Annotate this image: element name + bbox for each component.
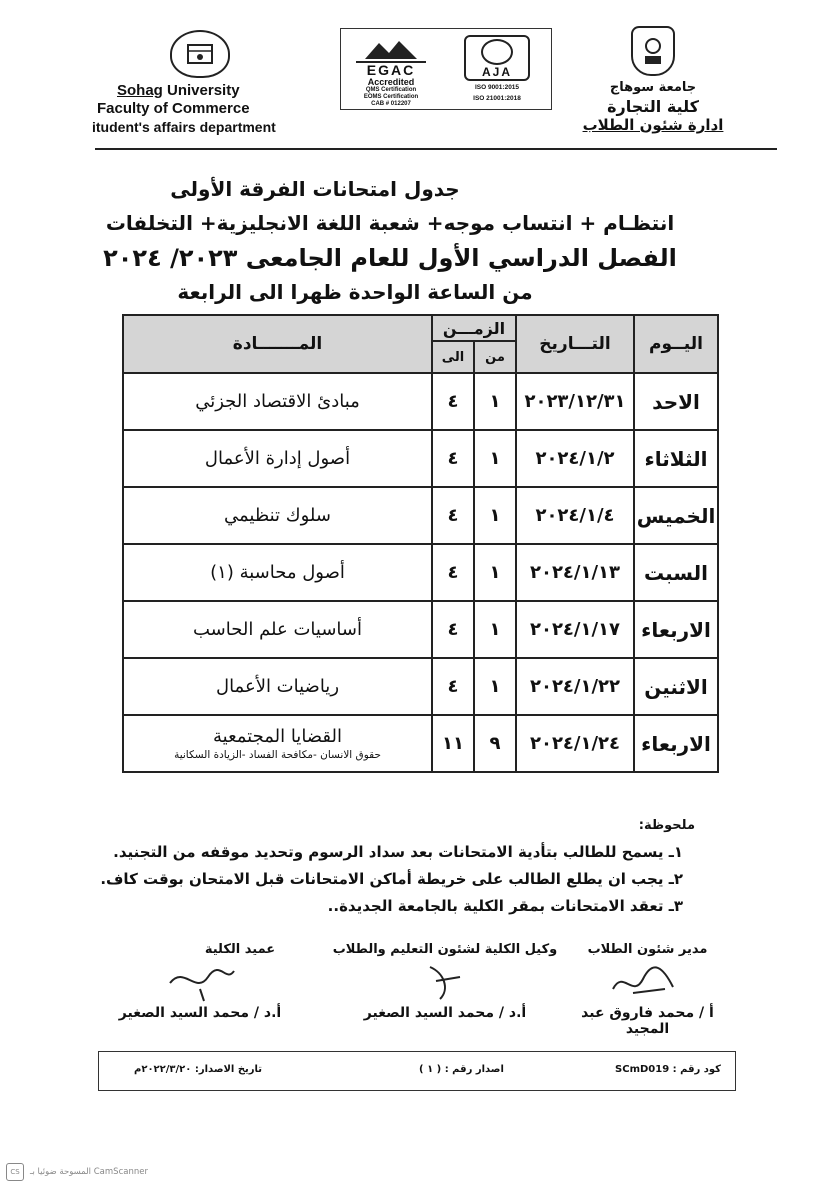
- signature-dean: عميد الكلية أ.د / محمد السيد الصغير: [100, 942, 300, 1021]
- schedule-title: جدول امتحانات الفرقة الأولى: [170, 177, 460, 201]
- table-row: [123, 373, 718, 430]
- handwritten-signature: [560, 957, 735, 1005]
- camscanner-icon: CS: [6, 1163, 24, 1181]
- cell-day: الاثنين: [634, 658, 718, 715]
- egac-certificate: EGAC Accredited QMS Certification EOMS Certification CAB # 012207: [347, 33, 435, 108]
- cell-subject: أصول إدارة الأعمال: [123, 430, 432, 487]
- subject-title: القضايا المجتمعية: [212, 725, 342, 747]
- signature-affairs-director: مدير شئون الطلاب أ / محمد فاروق عبد المجيد: [560, 942, 735, 1037]
- cell-day: الخميس: [634, 487, 718, 544]
- cell-date: ٢٠٢٤/١/٢: [516, 430, 634, 487]
- table-row: [123, 430, 718, 487]
- header-to: الى: [432, 341, 474, 373]
- cell-to: ٤: [432, 430, 474, 487]
- schedule-hours: من الساعة الواحدة ظهرا الى الرابعة: [177, 280, 533, 304]
- cell-from: ١: [474, 373, 516, 430]
- cell-day: الثلاثاء: [634, 430, 718, 487]
- issue-number: اصدار رقم : ( ١ ): [419, 1064, 504, 1075]
- cell-day: الاحد: [634, 373, 718, 430]
- cell-from: ١: [474, 487, 516, 544]
- cell-subject: أصول محاسبة (١): [123, 544, 432, 601]
- cell-to: ٤: [432, 658, 474, 715]
- camscanner-watermark: [6, 1163, 148, 1181]
- aja-certificate: AJA ISO 9001:2015 ISO 21001:2018: [449, 35, 545, 103]
- cell-date: ٢٠٢٤/١/١٣: [516, 544, 634, 601]
- cell-to: ٤: [432, 487, 474, 544]
- handwritten-signature: [100, 957, 300, 1005]
- university-name-ar: جامعة سوهاج: [609, 80, 697, 95]
- cell-from: ١: [474, 430, 516, 487]
- schedule-scope: انتظـام + انتساب موجه+ شعبة اللغة الانجليزية+ التخلفات: [105, 211, 675, 235]
- table-row: [123, 487, 718, 544]
- header-english: [92, 30, 307, 136]
- cell-to: ٤: [432, 373, 474, 430]
- cell-date: ٢٠٢٤/١/١٧: [516, 601, 634, 658]
- note-item: ١ـ يسمح للطالب بتأدية الامتحانات بعد سداد الرسوم وتحديد موقفه من التجنيد.: [113, 843, 683, 861]
- cell-day: السبت: [634, 544, 718, 601]
- header-date: التـــاريخ: [516, 315, 634, 373]
- cell-to: ٤: [432, 601, 474, 658]
- certification-box: [340, 28, 552, 110]
- subject-topics: حقوق الانسان -مكافحة الفساد -الزيادة السكانية: [174, 748, 381, 761]
- faculty-name: Faculty of Commerce: [97, 100, 250, 117]
- cell-to: ٤: [432, 544, 474, 601]
- signature-vice-dean: وكيل الكلية لشئون التعليم والطلاب أ.د / محمد السيد الصغير: [325, 942, 565, 1021]
- cell-from: ١: [474, 601, 516, 658]
- table-row: [123, 544, 718, 601]
- issue-date: تاريخ الاصدار: ٢٠٢٢/٣/٢٠م: [134, 1064, 263, 1075]
- cell-date: ٢٠٢٣/١٢/٣١: [516, 373, 634, 430]
- table-row: [123, 601, 718, 658]
- note-item: ٢ـ يجب ان يطلع الطالب على خريطة أماكن الامتحانات قبل الامتحان بوقت كاف.: [100, 870, 683, 888]
- notes-section: [100, 818, 695, 920]
- header-arabic: [578, 26, 728, 135]
- exam-schedule-table: [122, 314, 719, 773]
- table-row: [123, 658, 718, 715]
- cell-date: ٢٠٢٤/١/٤: [516, 487, 634, 544]
- cell-subject: سلوك تنظيمي: [123, 487, 432, 544]
- cell-date: ٢٠٢٤/١/٢٤: [516, 715, 634, 772]
- table-row: [123, 715, 718, 772]
- cell-day: الاربعاء: [634, 715, 718, 772]
- header-time: الزمـــن: [432, 315, 516, 341]
- department-name: itudent's affairs department: [92, 119, 276, 135]
- header-subject: المـــــــادة: [123, 315, 432, 373]
- faculty-shield-icon: [631, 26, 675, 76]
- cell-from: ٩: [474, 715, 516, 772]
- header-from: من: [474, 341, 516, 373]
- notes-title: ملحوظة:: [638, 818, 695, 833]
- department-name-ar: ادارة شئون الطلاب: [582, 116, 724, 134]
- faculty-name-ar: كلية التجارة: [607, 97, 699, 116]
- cell-subject: مبادئ الاقتصاد الجزئي: [123, 373, 432, 430]
- watermark-text: المسوحة ضوئيا بـ CamScanner: [30, 1167, 148, 1177]
- cell-from: ١: [474, 658, 516, 715]
- cell-to: ١١: [432, 715, 474, 772]
- university-seal-icon: [170, 30, 230, 78]
- university-name: Sohag University: [117, 82, 240, 99]
- cell-subject: رياضيات الأعمال: [123, 658, 432, 715]
- cell-from: ١: [474, 544, 516, 601]
- cell-subject: أساسيات علم الحاسب: [123, 601, 432, 658]
- header-day: اليــوم: [634, 315, 718, 373]
- cell-subject: [123, 715, 432, 772]
- cell-day: الاربعاء: [634, 601, 718, 658]
- schedule-semester: الفصل الدراسي الأول للعام الجامعى ٢٠٢٣/ ٢٠٢٤: [103, 244, 677, 272]
- header-divider: [95, 148, 777, 150]
- note-item: ٣ـ تعقد الامتحانات بمقر الكلية بالجامعة الجديدة..: [327, 897, 683, 915]
- aja-logo-icon: AJA: [464, 35, 530, 81]
- egac-emblem-icon: [356, 33, 426, 63]
- document-code: كود رقم : SCmD019: [615, 1064, 721, 1075]
- handwritten-signature: [325, 957, 565, 1005]
- schedule-titles: [60, 172, 720, 308]
- document-footer: [98, 1051, 736, 1091]
- cell-date: ٢٠٢٤/١/٢٢: [516, 658, 634, 715]
